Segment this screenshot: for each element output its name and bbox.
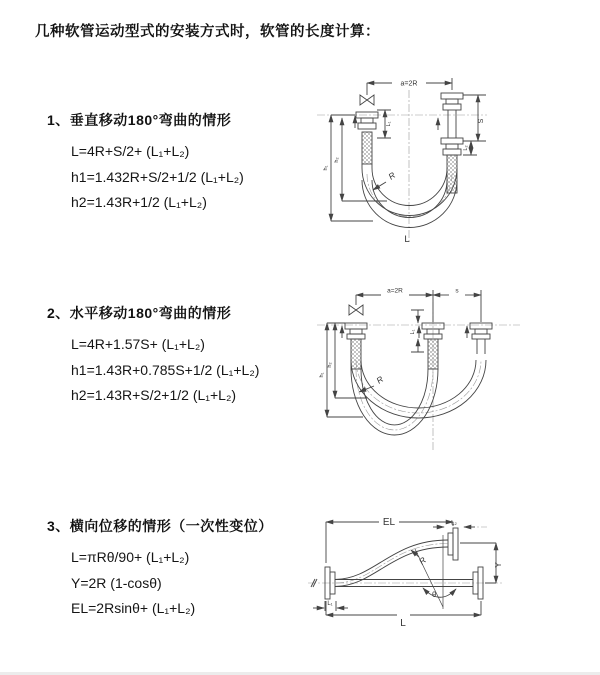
dim-label-el: EL [382, 517, 396, 528]
left-pipe-fitting [356, 112, 378, 164]
dim-label-h1: h₁ [323, 165, 329, 171]
dim-label-l1: L₁ [410, 329, 416, 335]
radius-label: R [374, 373, 386, 386]
dim-label-a2r: a=2R [387, 287, 403, 295]
formula-line: h2=1.43R+1/2 (L₁+L₂) [71, 194, 207, 210]
dim-label-l2: L₂ [451, 520, 457, 527]
centerlines [308, 527, 503, 583]
formula-line: h2=1.43R+S/2+1/2 (L₁+L₂) [71, 387, 237, 403]
diagram-horizontal-bend [315, 280, 535, 455]
dimension-h1 [331, 115, 373, 221]
dimension-h1 [327, 323, 363, 417]
section-1-heading: 1、垂直移动180°弯曲的情形 [47, 112, 232, 128]
radius-label: R [416, 554, 428, 567]
hose-arcs [351, 360, 486, 435]
formula-line: Y=2R (1-cosθ) [71, 574, 162, 591]
section-2-heading: 2、水平移动180°弯曲的情形 [47, 305, 232, 321]
middle-pipe-fitting [422, 323, 444, 369]
dim-label-s: s [455, 287, 459, 295]
formula-line: L=4R+1.57S+ (L₁+L₂) [71, 336, 205, 352]
diagram-vertical-bend [315, 68, 525, 258]
dim-label-y: Y [494, 562, 503, 568]
length-label: L [404, 234, 410, 245]
right-pipe-fitting-upper [441, 93, 463, 138]
dimension-a2r [356, 287, 481, 322]
hose-curves [335, 540, 473, 587]
dim-label-l2: L₂ [463, 145, 469, 151]
dim-label-h1: h₁ [319, 372, 325, 378]
section-2 [47, 303, 259, 409]
braided-hose-section [428, 339, 438, 369]
dim-label-a2r: a=2R [400, 80, 418, 88]
dimension-l [326, 601, 481, 615]
dim-label-l1: L₁ [327, 601, 333, 607]
braided-hose-section [362, 132, 372, 164]
right-pipe-fitting-lower [441, 138, 463, 193]
formula-line: h1=1.43R+0.785S+1/2 (L₁+L₂) [71, 361, 260, 378]
braided-hose-section [351, 339, 361, 369]
angle-label: θ [432, 590, 437, 599]
formula-line: h1=1.432R+S/2+1/2 (L₁+L₂) [71, 168, 244, 185]
radius-label: R [386, 169, 398, 182]
section-1-formulas [47, 139, 244, 216]
radius-leader [359, 386, 374, 392]
formula-line: EL=2Rsinθ+ (L₁+L₂) [71, 600, 196, 616]
section-3 [47, 516, 273, 622]
valve-icon [360, 83, 374, 105]
length-label: L [400, 618, 406, 629]
section-3-heading: 3、横向位移的情形（一次性变位） [47, 518, 273, 534]
right-pipe-fitting [470, 323, 492, 354]
dim-label-h2: h₂ [327, 362, 333, 368]
upper-right-flange [448, 528, 458, 560]
formula-line: L=πRθ/90+ (L₁+L₂) [71, 549, 190, 565]
formula-line: L=4R+S/2+ (L₁+L₂) [71, 143, 190, 159]
diagram-lateral-displacement [303, 505, 533, 645]
dim-label-s: S [478, 118, 485, 124]
section-1 [47, 110, 244, 216]
left-pipe-fitting [345, 323, 367, 369]
centerlines [317, 302, 520, 450]
braided-hose-section [447, 155, 457, 193]
dim-label-h2: h₂ [334, 157, 340, 163]
hose-arcs [362, 164, 457, 228]
section-3-formulas [47, 545, 273, 622]
page-title: 几种软管运动型式的安装方式时，软管的长度计算： [35, 24, 380, 40]
dim-label-l1: L₁ [386, 121, 392, 127]
valve-icon [349, 295, 363, 315]
section-2-formulas [47, 332, 259, 409]
